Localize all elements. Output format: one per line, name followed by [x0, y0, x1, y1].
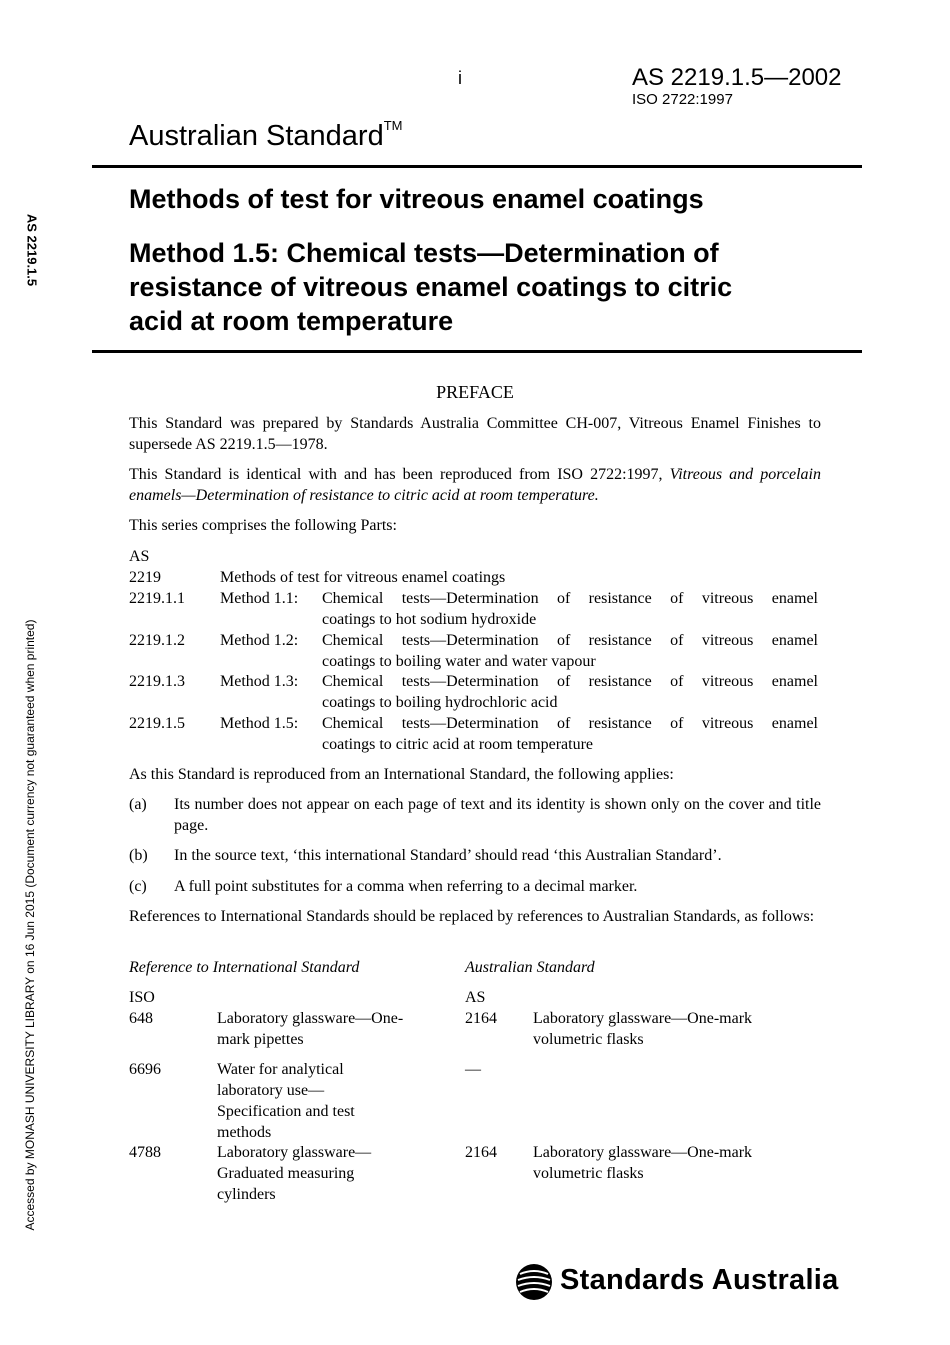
list-label: (c): [129, 878, 147, 895]
ref-right-heading: Australian Standard: [465, 959, 595, 976]
ref-left-subheading: ISO: [129, 989, 155, 1006]
part-method: Method 1.2:: [220, 632, 299, 649]
method-title-line: Method 1.5: Chemical tests—Determination of: [129, 238, 719, 268]
list-label: (b): [129, 847, 148, 864]
part-desc: Chemical tests—Determination of resistance of vitreous enamel: [322, 590, 818, 607]
trademark-mark: TM: [383, 118, 403, 134]
part-number: 2219: [129, 569, 161, 586]
ref-iso-title: Water for analytical laboratory use—Specification and test methods: [217, 1061, 355, 1141]
list-item-text: Its number does not appear on each page of text and its identity is shown only on the cover and title page.: [174, 796, 821, 834]
preface-para-identical: [129, 464, 821, 506]
ref-iso-title: Laboratory glassware—Graduated measuring cylinders: [217, 1144, 372, 1203]
access-note: Accessed by MONASH UNIVERSITY LIBRARY on 16 Jun 2015 (Document currency not guaranteed when printed): [23, 619, 37, 1231]
part-desc: Chemical tests—Determination of resistance of vitreous enamel: [322, 673, 818, 690]
preface-para-series: This series comprises the following Parts:: [129, 517, 397, 534]
part-number: 2219.1.3: [129, 673, 185, 690]
part-desc: Chemical tests—Determination of resistance of vitreous enamel: [322, 715, 818, 732]
preface-para-references: References to International Standards should be replaced by references to Australian Standards, as follows:: [129, 908, 815, 925]
preface-para-identical-title: Vitreous and porcelain enamels—Determination of resistance to citric acid at room temperature.: [129, 466, 821, 504]
ref-iso-number: 648: [129, 1010, 153, 1027]
ref-as-number: 2164: [465, 1010, 497, 1027]
side-standard-code: AS 2219.1.5: [24, 213, 40, 287]
part-method: Method 1.3:: [220, 673, 299, 690]
preface-para-identical-lead: This Standard is identical with and has been reproduced from ISO 2722:1997,: [129, 466, 670, 483]
ref-right-subheading: AS: [465, 989, 486, 1006]
list-item-text: A full point substitutes for a comma when referring to a decimal marker.: [174, 878, 638, 895]
part-desc-cont: coatings to citric acid at room temperature: [322, 736, 593, 753]
page-number: i: [458, 68, 462, 88]
preface-heading: PREFACE: [436, 382, 514, 402]
part-method: Method 1.5:: [220, 715, 299, 732]
part-desc-cont: coatings to boiling water and water vapour: [322, 653, 596, 670]
part-number: 2219.1.1: [129, 590, 185, 607]
ref-as-title: Laboratory glassware—One-mark volumetric flasks: [533, 1010, 753, 1048]
ref-iso-number: 4788: [129, 1144, 161, 1161]
series-name: Australian Standard: [129, 120, 384, 152]
part-number: 2219.1.2: [129, 632, 185, 649]
part-method: Method 1.1:: [220, 590, 299, 607]
list-label: (a): [129, 796, 147, 813]
series-title: [129, 120, 403, 153]
standards-australia-brand: Standards Australia: [560, 1264, 839, 1296]
method-title-line: acid at room temperature: [129, 306, 454, 336]
ref-left-heading: Reference to International Standard: [129, 959, 360, 976]
list-item-text: In the source text, ‘this international Standard’ should read ‘this Australian Standard’.: [174, 847, 722, 864]
ref-iso-title: Laboratory glassware—One-mark pipettes: [217, 1010, 404, 1048]
part-number: 2219.1.5: [129, 715, 185, 732]
part-desc-cont: coatings to boiling hydrochloric acid: [322, 694, 558, 711]
part-title: Methods of test for vitreous enamel coatings: [220, 569, 506, 586]
top-rule: [92, 165, 862, 168]
ref-as-number: —: [465, 1061, 481, 1078]
main-title: Methods of test for vitreous enamel coatings: [129, 184, 704, 214]
part-desc-cont: coatings to hot sodium hydroxide: [322, 611, 537, 628]
method-title: [129, 236, 732, 338]
ref-as-number: 2164: [465, 1144, 497, 1161]
iso-designation: ISO 2722:1997: [632, 91, 733, 108]
part-desc: Chemical tests—Determination of resistance of vitreous enamel: [322, 632, 818, 649]
method-title-line: resistance of vitreous enamel coatings to citric: [129, 272, 733, 302]
ref-iso-number: 6696: [129, 1061, 161, 1078]
standards-australia-globe-icon: [514, 1262, 554, 1302]
preface-para-committee: This Standard was prepared by Standards Australia Committee CH-007, Vitreous Enamel Finishes to supersede AS 2219.1.5—1978.: [129, 415, 821, 453]
bottom-rule: [92, 350, 862, 353]
preface-para-applies: As this Standard is reproduced from an International Standard, the following applies:: [129, 766, 674, 783]
ref-as-title: Laboratory glassware—One-mark volumetric flasks: [533, 1144, 753, 1182]
parts-header: AS: [129, 548, 150, 565]
standard-designation: AS 2219.1.5—2002: [632, 64, 842, 91]
